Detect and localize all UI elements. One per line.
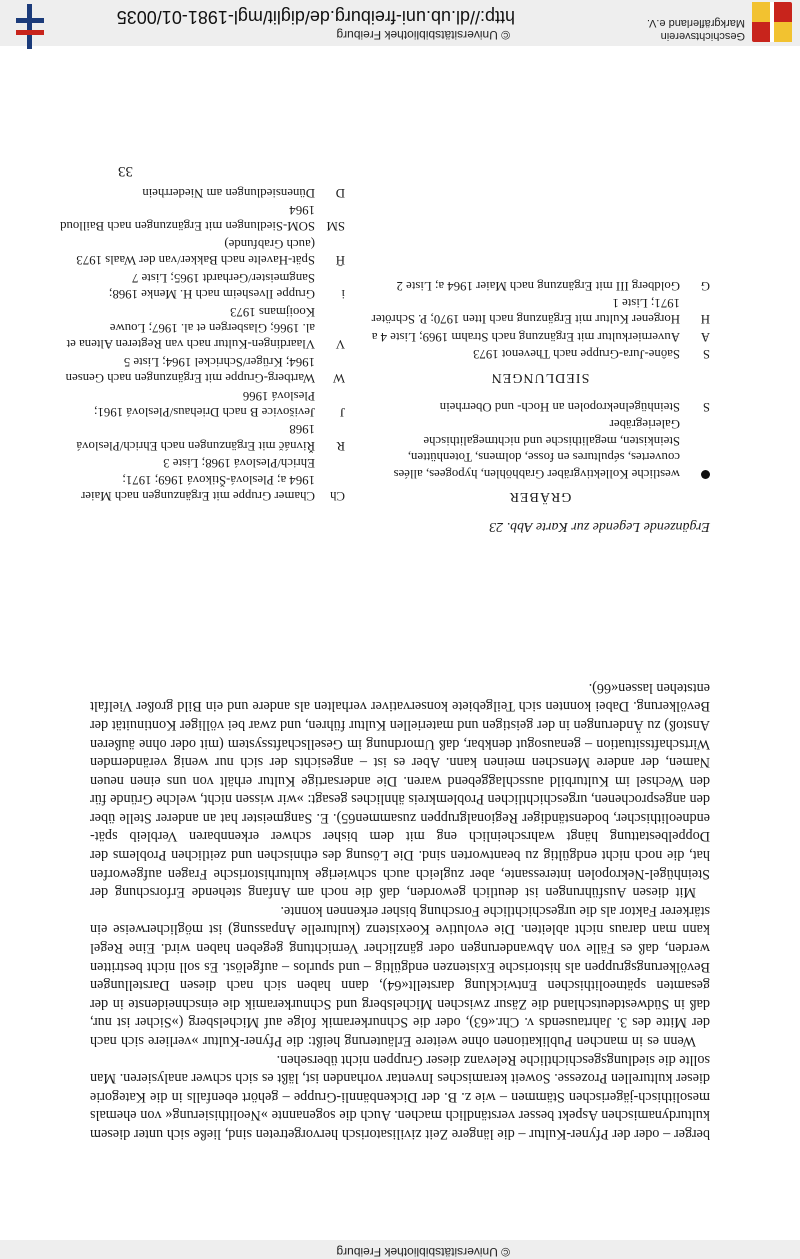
university-library-logo-icon bbox=[10, 4, 50, 49]
legend-entry: R Řivnáč mit Ergänzungen nach Ehrich/Pleslová 1968 bbox=[76, 422, 345, 453]
legend-entry: V Vlaardingen-Kultur nach van Regteren Altena et al. 1966; Glasbergen et al. 1967; Louwe Kooijmans 1973 bbox=[66, 304, 345, 352]
legend-entry: S Steinhügelnekropolen an Hoch- und Oberrhein bbox=[439, 399, 710, 414]
document-url-link[interactable]: http://dl.ub.uni-freiburg.de/diglit/mgl-1981-01/0035 bbox=[116, 7, 515, 27]
legend-right-column bbox=[55, 183, 345, 504]
filled-dot-icon bbox=[680, 416, 710, 482]
legend-entry: W Wartberg-Gruppe mit Ergänzungen nach Gensen 1964; Krüger/Schrickel 1964; Liste 5 bbox=[65, 354, 345, 386]
legend-entry: H̄ Spät-Havelte nach Bakker/van der Waals 1973 (auch Grabfunde) bbox=[76, 236, 345, 268]
legend-entry: Ch Chamer Gruppe mit Ergänzungen nach Maier 1964 a; Pleslová-Štiková 1969; 1971; Ehrich/Pleslová 1968; Liste 3 bbox=[81, 456, 345, 503]
legend-entry: i Gruppe Ilvesheim nach H. Menke 1968; Sangmeister/Gerhardt 1965; Liste 7 bbox=[108, 270, 345, 302]
graeber-heading: GRÄBER bbox=[508, 489, 572, 504]
body-text bbox=[90, 678, 710, 1143]
legend-entry: westliche Kollektivgräber Grabhöhlen, hypogees, allées couvertes, sépultures en fosse, dolmens, Totenhütten, Steinkisten, megalithische und nichtmegalithische Galeriegräber bbox=[370, 416, 710, 482]
legend-entry: S Saône-Jura-Gruppe nach Thevenot 1973 bbox=[473, 347, 710, 362]
library-credit: © Universitätsbibliothek Freiburg bbox=[336, 28, 510, 42]
page-number: 33 bbox=[118, 163, 133, 179]
paragraph: berger – oder der Pfyner-Kultur – die längere Zeit zivilisatorisch hervorgetreten sind, ließe sich unter diesem kulturdynamischen Aspekt besser verständlich machen. Auch die sogenannte »Neolithisierung« von ehemals mesolithisch-jägerischen Stämmen – wie z. B. der Dickenbännli-Gruppe – gehört ebenfalls in die Kategorie dieser kulturellen Prozesse. Soweit keramisches Inventar vorhanden ist, läßt es sich schwer analysieren. Man sollte die siedlungsgeschichtliche Relevanz dieser Gruppen nicht übersehen. bbox=[90, 1051, 710, 1142]
legend-caption: Ergänzende Legende zur Karte Abb. 23 bbox=[489, 519, 710, 534]
paragraph: Mit diesen Ausführungen ist deutlich geworden, daß die noch am Anfang stehende Erforschung der Steinhügel-Nekropolen interessante, aber zugleich auch schwierige kulturhistorische Fragen aufgeworfen hat, die noch nicht endgültig zu beantworten sind. Die Lösung des ethnischen und zeitlichen Problems der Doppelbestattung hängt wahrscheinlich eng mit dem bisher schwer erkennbaren Verbleib spät-endneolithischer, bodenständiger Regionalgruppen zusammen65). E. Sangmeister hat an anderer Stelle über den angesprochenen, urgeschichtlichen Problemkreis ähnliches gesagt: »wir wissen nicht, welche Gründe für den Wechsel im Kulturbild ausschlaggebend waren. Die andersartige Kultur erhält von uns einen neuen Namen, der andere Menschen meinen kann. Aber es ist – angesichts der sich nur wenig verändernden Wirtschaftssituation – genausogut denkbar, daß Umordnung im Gesellschaftssystem (mit oder ohne äußeren Anstoß) zu Änderungen in der geistigen und materiellen Kultur führen, und zwar bei völliger Kontinuität der Bevölkerung. Dabei konnten sich Teilgebiete konservativer verhalten als andere und ein Bild großer Vielfalt entstehen lassen«66). bbox=[90, 679, 710, 901]
society-crest-icon bbox=[752, 2, 792, 42]
legend-left-column bbox=[370, 276, 710, 504]
legend-entry: SM SOM-Siedlungen mit Ergänzungen nach Bailloud 1964 bbox=[60, 203, 345, 234]
legend-entry: A Auvernierkultur mit Ergänzung nach Strahm 1969; Liste 4 a bbox=[371, 329, 710, 344]
legend-entry: D Dünensiedlungen am Niederrhein bbox=[142, 185, 345, 200]
siedlungen-heading: SIEDLUNGEN bbox=[490, 369, 590, 385]
legend-entry: H Horgener Kultur mit Ergänzung nach Itten 1970; P. Schröter 1971; Liste 1 bbox=[371, 295, 710, 327]
footer-library-credit: © Universitätsbibliothek Freiburg bbox=[336, 1245, 510, 1259]
legend-entry: J Jevišovice B nach Driehaus/Pleslová 1961; Pleslová 1966 bbox=[93, 388, 345, 419]
paragraph: Wenn es in manchen Publikationen ohne weitere Erläuterung heißt: die Pfyner-Kultur »verliere sich nach der Mitte des 3. Jahrtausends v. Chr.«63), oder die Schnurkeramik folge auf Michelsberg (»Sicher ist nur, daß in Südwestdeutschland die Zäsur zwischen Michelsberg und Schnurkeramik die einschneidenste in der gesamten spätneolithischen Entwicklung darstellt«64), dann haben sich nach diesen Darstellungen Bevölkerungsgruppen als historische Existenzen endgültig – und spurlos – aufgelöst. Es soll nicht bestritten werden, daß es Fälle von Abwanderungen oder gänzlicher Vernichtung gegeben haben wird. Eine Regel kann man daraus nicht ableiten. Die evolutive Koexistenz (kulturelle Anpassung) ist möglicherweise ein stärkerer Faktor als die urgeschichtliche Forschung bisher erkennen konnte. bbox=[90, 902, 710, 1050]
society-name: Geschichtsverein Markgräflerland e.V. bbox=[646, 17, 745, 42]
legend-entry: G Goldberg III mit Ergänzung nach Maier 1964 a; Liste 2 bbox=[396, 278, 710, 293]
